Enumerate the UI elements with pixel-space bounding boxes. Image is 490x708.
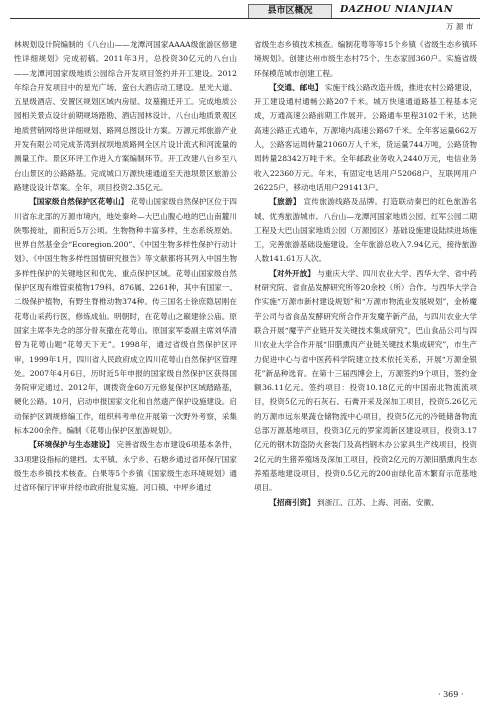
paragraph-transport-body: 实施干线公路改造升级，推进农村公路建设，开工建设通村通畅公路207千米。城万快速通道路基工程基本完成，万通高速公路前期工作展开。公路通车里程3102千米，达陕高速公路正式通车，万源境内高速公路67千米。全年客运量662万人，公路客运周转量21060万人千米，货运量744万吨，公路货物周转量28342万吨千米。全年邮政业务收入2440万元，电信业务收入22360万元。年末，有固定电话用户52068户，互联网用户26225户，移动电话用户291413户。 xyxy=(254,82,478,192)
section-heading-huae: 【国家级自然保护区花萼山】 xyxy=(29,197,129,207)
paragraph-huae-body: 花萼山国家级自然保护区位于四川省东北部的万源市境内，地处秦岭—大巴山腹心地的巴山南麓川陕鄂接址，面积近5万公顷。生物物种丰富多样，生态系统原始。世界自然基金会“Ecoregion.200”、《中国生物多样性保护行动计划》、《中国生物多样性国情研究报告》等文献都将其列入中国生物多样性保护的关键地区和优先、重点保护区域。花萼山国家级自然保护区现有维管束植物179科、876属、2261种，其中有国家一、二级保护植物，有野生脊椎动物374种。传三国名士徐庶隐居刚在花萼山采药行医，修炼成仙。明朝时，在花萼山之巅建徐公庙。原国家主席李先念的部分骨灰撒在花萼山。原国家军委副主席刘华清曾为花萼山题“花萼天下无”。1998年，通过省级自然保护区评审，1999年1月，四川省人民政府成立四川花萼山自然保护区管理处。2007年4月6日，历时近5年申报的国家级自然保护区获得国务院审定通过。2012年，调拨资金60万元修复保护区域踏路基，硬化公路。10月，启动申报国家文化和自然遗产保护设施建设。启动保护区调规修编工作，组织科考单位开展第一次野外考察，采集标本200余件。编制《花萼山保护区旅游规划》。 xyxy=(14,197,237,436)
section-heading-opening-up: 【对外开放】 xyxy=(269,268,315,278)
paragraph-tourism-body: 宣传旅游线路及品牌。打造联动秦巴的红色旅游名城、优秀旅游城市。八台山—龙潭河国家地质公园、红军公园二期工程及大巴山国家地质公园（万源园区）基础设施建设陆续进场施工，完善旅游基础设施建设。全年旅游总收入7.94亿元，接待旅游人数141.61万人次。 xyxy=(254,197,478,264)
paragraph-opening-up xyxy=(254,267,477,496)
section-heading-tourism: 【旅游】 xyxy=(269,197,301,207)
left-column xyxy=(14,38,237,496)
paragraph-eco-continued: 省级生态乡镇技术核查。编制花萼等等15个乡镇《省级生态乡镇环境规划》。创建达州市级生态村75个、生态家园360户。实施省级环保模范城市创建工程。 xyxy=(254,40,477,78)
header-rule xyxy=(10,18,480,19)
section-heading-transport: 【交通、邮电】 xyxy=(269,82,323,92)
paragraph-planning: 林规划设计院编制的《八台山——龙潭河国家AAAA级旅游区修建性详细规划》完成初稿。2011年3月，总投资30亿元的八台山——龙潭河国家级地质公园综合开发项目签约并开工建设。2012年综合开发项目中的星光广场、蛮台大酒店动工建设。星光大道、五星级酒店、安置区规划区域内房屋、坟墓搬迁开工。完成地质公园相关景点设计前期规场踏勘、酒店园林设计、八台山地质景观区地质营销网络世详细规划、路网总图设计方案。万源元邦旅游产业开发有限公司完成茶湾到叔坝地质路网全区片设计流式和河流量的测量工作。景区环评工作进入方案编制环节。开工改建八台乡至八台山景区的公路路基。完成城口万源快速通道至天池坝景区旅游公路建设设计草案。全年，项目投资2.35亿元。 xyxy=(14,40,237,192)
section-title-box: 县市区概况 xyxy=(248,4,332,19)
section-heading-investment: 【招商引资】 xyxy=(269,497,315,507)
paragraph-investment-body: 到浙江、江苏、上海、河南、安徽、 xyxy=(317,497,439,507)
yearbook-english-title: DAZHOU NIANJIAN xyxy=(340,4,454,15)
right-column xyxy=(254,38,477,510)
paragraph-opening-up-body: 与重庆大学、四川农业大学、西华大学、省中药材研究院、省食品发酵研究所等20余校（所）合作。与西华大学合作实施“万源市新村建设规划”和“万源市物流业发展规划”，金桥魔芋公司与省食品发酵研究所合作开发魔芋新产品，与四川农业大学联合开展“魔芋产业链开发关键技术集成研究”，巴山食品公司与四川农业大学合作开展“旧腊熏肉产业链关键技术集成研究”，市生产力促进中心与省中医药科学院建立技术依托关系，开展“万源金银花”新品种选育。在第十三届西博会上，万源签约9个项目，签约金额36.11亿元。签约项目：投资10.18亿元的中国南北物流流项目，投资5亿元的石灰石、石膏开采及深加工项目，投资5.26亿元的万源市远东果蔬仓储物流中心项目，投资5亿元的冷链储备物流总部万源基地项目，投资3亿元的罗家湾新区建设项目，投资3.17亿元的钢木防盗防火套装门及高档钢木办公家具生产线项目，投资2亿元的生猪养殖场及深加工项目，投资2亿元的万源旧腊熏肉生态养殖基地建设项目，投资0.5亿元的200亩绿化苗木繁育示范基地项目。 xyxy=(254,268,478,493)
paragraph-environment-body: 完善省级生态市建设6项基本条件，33项建设指标的建档。太平镇、永宁乡、石塘乡通过省环保厅国家级生态乡镇技术核查。白果等5个乡镇《国家级生态环境规划》通过省环保厅评审并经市政府批复实施。河口镇、中坪乡通过 xyxy=(14,440,237,493)
paragraph-huae-mountain xyxy=(14,195,237,438)
paragraph-investment xyxy=(254,496,477,510)
paragraph-tourism xyxy=(254,195,477,266)
city-label: 万 源 市 xyxy=(446,22,474,31)
page-header xyxy=(0,0,490,30)
section-heading-environment: 【环境保护与生态建设】 xyxy=(29,440,114,450)
page-number: · 369 · xyxy=(438,690,464,699)
paragraph-environment xyxy=(14,438,237,495)
paragraph-transport xyxy=(254,81,477,195)
